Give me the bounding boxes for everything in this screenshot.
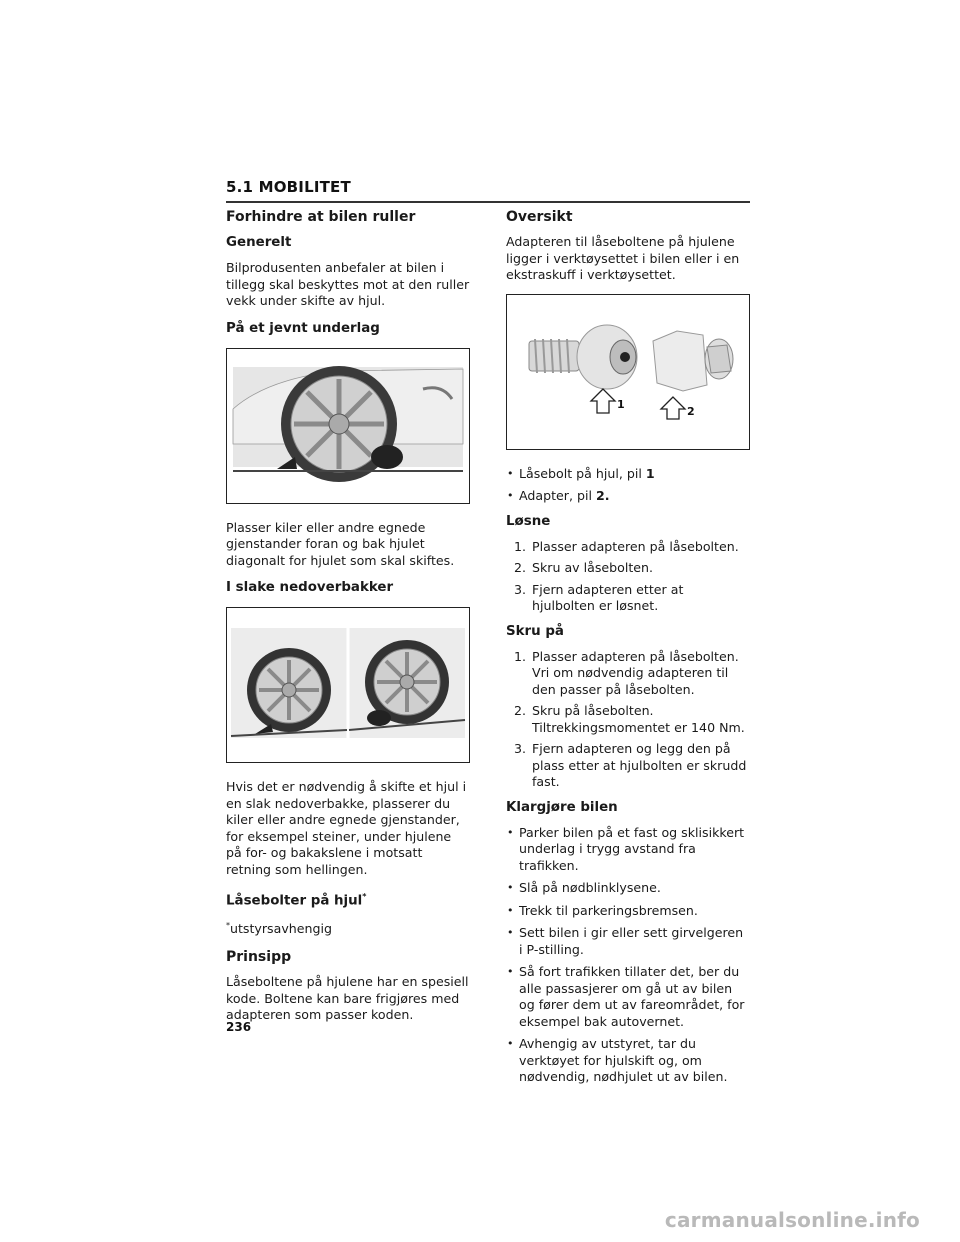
section-title: 5.1 MOBILITET bbox=[226, 178, 351, 196]
wheel-flat-illustration bbox=[227, 349, 469, 503]
step-number: 2. bbox=[514, 560, 527, 575]
heading-prevent-rolling: Forhindre at bilen ruller bbox=[226, 209, 416, 225]
paragraph-general: Bilprodusenten anbefaler at bilen i tillegg skal beskyttes mot at den ruller vekk under skifte av hjul. bbox=[226, 260, 470, 308]
heading-lock-bolts bbox=[226, 888, 470, 910]
lock-bolt bbox=[529, 325, 637, 389]
equipment-star: * bbox=[362, 892, 367, 901]
step-text: Skru på låsebolten. Tiltrekkingsmomentet er 140 Nm. bbox=[532, 703, 745, 735]
right-column bbox=[506, 208, 750, 1094]
list-item: • Avhengig av utstyret, tar du verktøyet for hjulskift og, om nødvendig, nødhjulet ut av bilen. bbox=[506, 1036, 750, 1086]
loosen-steps bbox=[506, 539, 750, 615]
header-rule bbox=[226, 201, 750, 203]
paragraph-principle: Låseboltene på hjulene har en spesiell kode. Boltene kan bare frigjøres med adapteren som passer koden. bbox=[226, 974, 469, 1023]
list-item: • Trekk til parkeringsbremsen. bbox=[506, 903, 750, 920]
step-text: Fjern adapteren og legg den på plass etter at hjulbolten er skrudd fast. bbox=[532, 741, 747, 789]
step-number: 3. bbox=[514, 741, 527, 756]
list-item bbox=[506, 560, 750, 577]
adapter bbox=[653, 331, 733, 391]
figure-wheel-slope bbox=[226, 607, 470, 763]
list-item bbox=[506, 488, 750, 505]
step-text: Plasser adapteren på låsebolten. bbox=[532, 538, 739, 554]
wheel-slope-illustration bbox=[227, 608, 469, 762]
arrow-2 bbox=[661, 397, 685, 419]
page-number: 236 bbox=[226, 1020, 252, 1034]
figure-lock-bolt-adapter bbox=[506, 294, 750, 450]
list-item-bold: 1 bbox=[645, 465, 655, 481]
list-item bbox=[506, 649, 750, 699]
list-item bbox=[506, 703, 750, 736]
heading-lock-bolts-text: Låsebolter på hjul bbox=[226, 893, 363, 909]
arrow-1 bbox=[591, 389, 615, 413]
figure-label-1: 1 bbox=[617, 397, 625, 411]
list-item bbox=[506, 539, 750, 556]
heading-prepare-car: Klargjøre bilen bbox=[506, 799, 618, 815]
heading-overview: Oversikt bbox=[506, 209, 573, 225]
heading-screw-on: Skru på bbox=[506, 623, 564, 639]
heading-loosen: Løsne bbox=[506, 513, 551, 529]
list-item bbox=[506, 741, 750, 791]
step-number: 1. bbox=[514, 538, 527, 554]
step-number: 1. bbox=[514, 648, 527, 664]
left-column bbox=[226, 208, 470, 1034]
list-item: • Slå på nødblinklysene. bbox=[506, 880, 750, 897]
list-item-text: Adapter, pil bbox=[519, 488, 596, 503]
footnote bbox=[226, 918, 470, 938]
prepare-list bbox=[506, 825, 750, 1086]
step-number: 2. bbox=[514, 703, 527, 718]
step-number: 3. bbox=[514, 581, 527, 597]
figure-label-2: 2 bbox=[687, 404, 695, 418]
footnote-mark: * bbox=[226, 921, 230, 931]
list-item: • Parker bilen på et fast og sklisikkert underlag i trygg avstand fra trafikken. bbox=[506, 825, 750, 875]
footnote-text: utstyrsavhengig bbox=[230, 921, 332, 937]
watermark: carmanualsonline.info bbox=[664, 1208, 920, 1232]
heading-principle: Prinsipp bbox=[226, 949, 292, 966]
heading-slope: I slake nedoverbakker bbox=[226, 580, 394, 595]
list-item: • Så fort trafikken tillater det, ber du alle passasjerer om gå ut av bilen og fører dem ut av fareområdet, for eksempel bak autovernet. bbox=[506, 964, 750, 1030]
screw-steps bbox=[506, 649, 750, 791]
heading-general: Generelt bbox=[226, 235, 292, 250]
list-item bbox=[506, 466, 750, 483]
lock-bolt-adapter-illustration bbox=[507, 295, 749, 449]
list-item bbox=[506, 582, 750, 615]
list-item-bold: 2. bbox=[595, 488, 610, 503]
step-text: Plasser adapteren på låsebolten. Vri om nødvendig adapteren til den passer på låsebolten. bbox=[532, 648, 739, 697]
list-item-text: Låsebolt på hjul, pil bbox=[519, 465, 646, 481]
step-text: Skru av låsebolten. bbox=[532, 560, 654, 575]
section-header bbox=[226, 178, 750, 203]
overview-list bbox=[506, 466, 750, 505]
paragraph-flat-ground: Plasser kiler eller andre egnede gjenstander foran og bak hjulet diagonalt for hjulet som skal skiftes. bbox=[226, 519, 455, 568]
paragraph-overview: Adapteren til låseboltene på hjulene ligger i verktøysettet i bilen eller i en ekstraskuff i verktøysettet. bbox=[506, 234, 740, 282]
paragraph-slope: Hvis det er nødvendig å skifte et hjul i en slak nedoverbakke, plasserer du kiler eller andre egnede gjenstander, for eksempel steiner, under hjulene på for- og bakakslene i motsatt retning som hellingen. bbox=[226, 779, 467, 877]
step-text: Fjern adapteren etter at hjulbolten er løsnet. bbox=[532, 581, 684, 613]
heading-flat-ground: På et jevnt underlag bbox=[226, 320, 380, 336]
figure-wheel-flat bbox=[226, 348, 470, 504]
list-item: • Sett bilen i gir eller sett girvelgeren i P-stilling. bbox=[506, 925, 750, 958]
